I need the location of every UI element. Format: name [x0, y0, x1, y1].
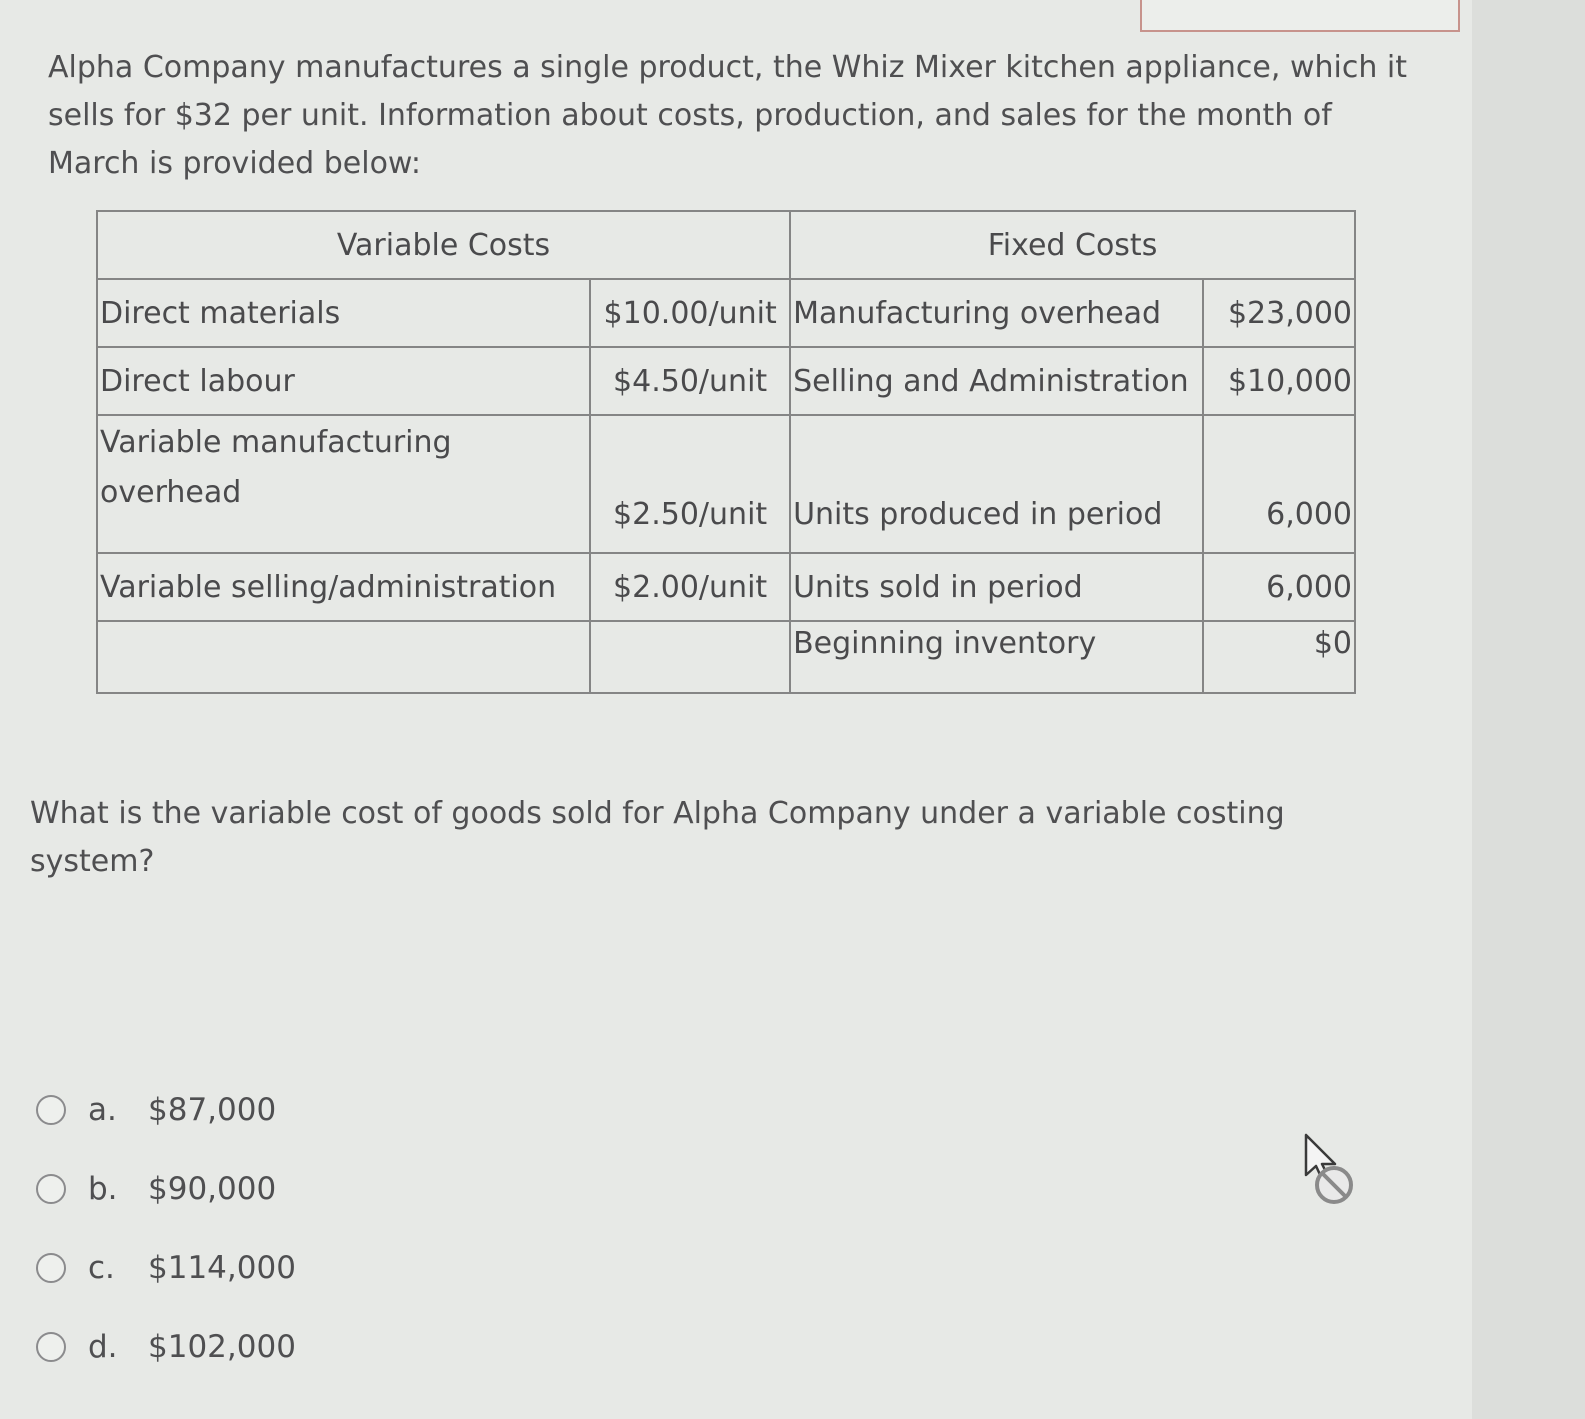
not-allowed-cursor-icon [1300, 1133, 1360, 1213]
cost-table [96, 210, 1356, 694]
option-letter: a. [88, 1092, 117, 1128]
fixed-cost-label: Units sold in period [790, 553, 1203, 621]
option-a[interactable] [36, 1088, 296, 1132]
option-value: $114,000 [148, 1250, 296, 1286]
option-d[interactable] [36, 1325, 296, 1369]
fixed-cost-value: 6,000 [1203, 415, 1355, 553]
table-row [97, 347, 1355, 415]
radio-button[interactable] [36, 1332, 66, 1362]
fixed-costs-header: Fixed Costs [790, 211, 1355, 279]
radio-button[interactable] [36, 1095, 66, 1125]
answer-options [36, 1088, 296, 1404]
option-b[interactable] [36, 1167, 296, 1211]
fixed-cost-value: 6,000 [1203, 553, 1355, 621]
option-c[interactable] [36, 1246, 296, 1290]
variable-cost-value: $4.50/unit [590, 347, 790, 415]
variable-cost-label: Direct materials [97, 279, 590, 347]
table-row [97, 415, 1355, 553]
fixed-cost-label: Manufacturing overhead [790, 279, 1203, 347]
variable-cost-value: $2.00/unit [590, 553, 790, 621]
fixed-cost-value: $23,000 [1203, 279, 1355, 347]
variable-cost-label: Variable selling/administration [97, 553, 590, 621]
fixed-cost-value: $0 [1203, 621, 1355, 693]
question-intro: Alpha Company manufactures a single product, the Whiz Mixer kitchen appliance, which it sells for $32 per unit. Information about costs, production, and sales for the month of March is provided below: [48, 50, 1407, 181]
option-letter: c. [88, 1250, 115, 1286]
right-margin [1472, 0, 1585, 1419]
option-letter: d. [88, 1329, 118, 1365]
option-value: $90,000 [148, 1171, 277, 1207]
question-text: What is the variable cost of goods sold for Alpha Company under a variable costing system? [30, 796, 1285, 879]
option-value: $87,000 [148, 1092, 277, 1128]
radio-button[interactable] [36, 1253, 66, 1283]
table-row [97, 621, 1355, 693]
table-row [97, 279, 1355, 347]
timer-box [1140, 0, 1460, 32]
fixed-cost-label: Selling and Administration [790, 347, 1203, 415]
variable-cost-label: Direct labour [97, 347, 590, 415]
variable-cost-label [97, 621, 590, 693]
variable-cost-value [590, 621, 790, 693]
fixed-cost-label: Beginning inventory [790, 621, 1203, 693]
variable-cost-value: $2.50/unit [590, 415, 790, 553]
table-row [97, 553, 1355, 621]
option-letter: b. [88, 1171, 118, 1207]
fixed-cost-label: Units produced in period [790, 415, 1203, 553]
variable-costs-header: Variable Costs [97, 211, 790, 279]
variable-cost-value: $10.00/unit [590, 279, 790, 347]
fixed-cost-value: $10,000 [1203, 347, 1355, 415]
variable-cost-label: Variable manufacturing overhead [97, 415, 590, 553]
radio-button[interactable] [36, 1174, 66, 1204]
option-value: $102,000 [148, 1329, 296, 1365]
table-header-row [97, 211, 1355, 279]
